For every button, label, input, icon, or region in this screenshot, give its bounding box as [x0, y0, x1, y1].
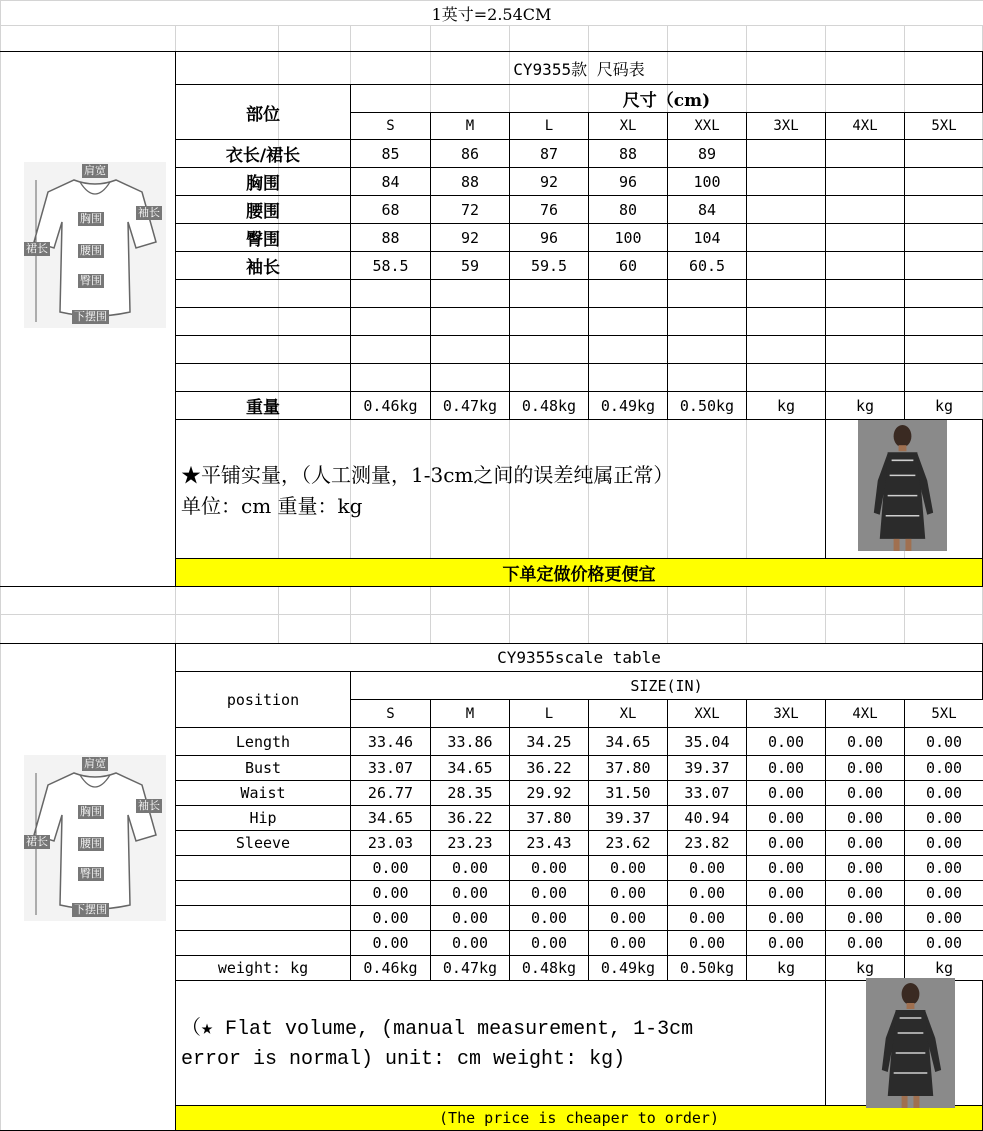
- measurement-cell: 96: [588, 167, 668, 196]
- measurement-cell: 87: [509, 139, 589, 168]
- measurement-cell: [825, 279, 905, 308]
- measurement-cell: 0.00: [667, 855, 747, 881]
- diagram-label-hip: 臀围: [80, 867, 102, 880]
- row-label: [175, 335, 351, 364]
- measurement-cell: 0.00: [746, 727, 826, 756]
- measurement-cell: [825, 251, 905, 280]
- measurement-cell: 60: [588, 251, 668, 280]
- measurement-cell: 0.00: [904, 930, 983, 956]
- measurement-diagram: [24, 162, 166, 328]
- measurement-cell: [667, 307, 747, 336]
- measurement-cell: [825, 139, 905, 168]
- measurement-cell: 28.35: [430, 780, 510, 806]
- table-title: CY9355scale table: [175, 643, 983, 672]
- diagram-label-hem: 下摆围: [74, 903, 107, 916]
- measurement-cell: 59: [430, 251, 510, 280]
- measurement-cell: 0.00: [904, 780, 983, 806]
- measurement-cell: 23.23: [430, 830, 510, 856]
- measurement-cell: 34.65: [350, 805, 431, 831]
- measurement-cell: 0.00: [509, 905, 589, 931]
- measurement-cell: 35.04: [667, 727, 747, 756]
- measurement-cell: 29.92: [509, 780, 589, 806]
- measurement-cell: 0.00: [430, 855, 510, 881]
- row-label: 臀围: [175, 223, 351, 252]
- measurement-cell: 0.00: [746, 880, 826, 906]
- measurement-cell: 88: [588, 139, 668, 168]
- size-label: M: [430, 699, 510, 728]
- measurement-cell: 88: [430, 167, 510, 196]
- measurement-cell: 33.07: [350, 755, 431, 781]
- measurement-cell: [350, 335, 431, 364]
- measurement-cell: [350, 279, 431, 308]
- measurement-cell: 0.00: [350, 930, 431, 956]
- product-photo: [858, 420, 947, 551]
- weight-cell: 0.48kg: [509, 955, 589, 981]
- measurement-cell: 0.00: [825, 855, 905, 881]
- measurement-cell: 104: [667, 223, 747, 252]
- measurement-cell: 36.22: [509, 755, 589, 781]
- weight-cell: kg: [746, 955, 826, 981]
- product-photo: [866, 978, 955, 1108]
- size-label: L: [509, 699, 589, 728]
- measurement-cell: 0.00: [746, 755, 826, 781]
- note-line: ★平铺实量，（人工测量，1-3cm之间的误差纯属正常）: [181, 463, 674, 487]
- measurement-cell: 0.00: [746, 930, 826, 956]
- measurement-cell: 33.46: [350, 727, 431, 756]
- measurement-cell: 80: [588, 195, 668, 224]
- measurement-cell: [825, 195, 905, 224]
- weight-cell: 0.47kg: [430, 391, 510, 420]
- measurement-cell: 31.50: [588, 780, 668, 806]
- weight-cell: kg: [825, 391, 905, 420]
- measurement-cell: [509, 307, 589, 336]
- measurement-cell: 0.00: [904, 855, 983, 881]
- measurement-cell: 39.37: [667, 755, 747, 781]
- measurement-cell: 0.00: [825, 830, 905, 856]
- size-label: L: [509, 112, 589, 140]
- size-label: XXL: [667, 699, 747, 728]
- measurement-cell: 76: [509, 195, 589, 224]
- measurement-cell: [746, 307, 826, 336]
- weight-cell: 0.50kg: [667, 955, 747, 981]
- measurement-cell: 72: [430, 195, 510, 224]
- measurement-cell: 0.00: [904, 727, 983, 756]
- measurement-cell: 33.07: [667, 780, 747, 806]
- row-label: [175, 363, 351, 392]
- row-label: Length: [175, 727, 351, 756]
- size-label: 3XL: [746, 699, 826, 728]
- row-label: [175, 307, 351, 336]
- measurement-cell: 0.00: [825, 805, 905, 831]
- measurement-cell: 0.00: [509, 880, 589, 906]
- diagram-label-skirt-length: 裙长: [26, 835, 48, 848]
- weight-cell: 0.46kg: [350, 391, 431, 420]
- measurement-cell: 0.00: [904, 805, 983, 831]
- size-label: XL: [588, 112, 668, 140]
- measurement-cell: 0.00: [588, 880, 668, 906]
- measurement-cell: 0.00: [825, 727, 905, 756]
- measurement-cell: [904, 195, 983, 224]
- measurement-cell: 0.00: [825, 930, 905, 956]
- weight-cell: 0.47kg: [430, 955, 510, 981]
- row-label: 腰围: [175, 195, 351, 224]
- diagram-label-hem: 下摆围: [74, 310, 107, 323]
- measurement-cell: 0.00: [746, 830, 826, 856]
- measurement-cell: 23.03: [350, 830, 431, 856]
- measurement-cell: 0.00: [588, 855, 668, 881]
- measurement-cell: 0.00: [667, 880, 747, 906]
- note-line: 单位：cm 重量：kg: [181, 494, 363, 518]
- note-line: （★ Flat volume, (manual measurement, 1-3cm: [181, 1018, 694, 1041]
- measurement-cell: [350, 307, 431, 336]
- measurement-cell: 0.00: [904, 830, 983, 856]
- measurement-cell: 0.00: [350, 905, 431, 931]
- row-label: [175, 905, 351, 931]
- price-banner: (The price is cheaper to order): [175, 1105, 983, 1131]
- measurement-cell: 26.77: [350, 780, 431, 806]
- measurement-cell: [430, 363, 510, 392]
- measurement-cell: [825, 307, 905, 336]
- measurement-cell: [746, 223, 826, 252]
- measurement-cell: 0.00: [825, 755, 905, 781]
- measurement-cell: 36.22: [430, 805, 510, 831]
- measurement-cell: 0.00: [746, 805, 826, 831]
- measurement-cell: [509, 363, 589, 392]
- measurement-cell: 0.00: [746, 905, 826, 931]
- row-label: 胸围: [175, 167, 351, 196]
- diagram-label-skirt-length: 裙长: [26, 242, 48, 255]
- measurement-cell: 0.00: [667, 930, 747, 956]
- price-banner: 下单定做价格更便宜: [175, 558, 983, 587]
- weight-cell: 0.46kg: [350, 955, 431, 981]
- measurement-cell: 58.5: [350, 251, 431, 280]
- measurement-cell: [746, 279, 826, 308]
- weight-label: 重量: [175, 391, 351, 420]
- measurement-cell: [746, 363, 826, 392]
- size-label: 3XL: [746, 112, 826, 140]
- measurement-cell: 33.86: [430, 727, 510, 756]
- inch-conversion-note: 1英寸=2.54CM: [431, 4, 552, 24]
- measurement-cell: [588, 335, 668, 364]
- measurement-cell: 0.00: [904, 905, 983, 931]
- measurement-cell: 60.5: [667, 251, 747, 280]
- measurement-cell: [746, 167, 826, 196]
- size-label: 4XL: [825, 699, 905, 728]
- diagram-label-chest: 胸围: [80, 805, 102, 818]
- note-line: error is normal) unit: cm weight: kg): [181, 1048, 626, 1071]
- weight-cell: 0.50kg: [667, 391, 747, 420]
- weight-cell: kg: [825, 955, 905, 981]
- measurement-cell: 92: [430, 223, 510, 252]
- row-label: Waist: [175, 780, 351, 806]
- measurement-cell: 34.65: [588, 727, 668, 756]
- measurement-cell: 23.62: [588, 830, 668, 856]
- measurement-cell: [825, 167, 905, 196]
- measurement-cell: [904, 279, 983, 308]
- measurement-cell: 0.00: [746, 855, 826, 881]
- measurement-cell: [746, 251, 826, 280]
- measurement-cell: 40.94: [667, 805, 747, 831]
- measurement-cell: 23.82: [667, 830, 747, 856]
- measurement-cell: 0.00: [904, 880, 983, 906]
- row-label: [175, 855, 351, 881]
- measurement-cell: [746, 335, 826, 364]
- measurement-cell: [904, 223, 983, 252]
- row-label: Hip: [175, 805, 351, 831]
- measurement-cell: 0.00: [588, 930, 668, 956]
- size-label: 5XL: [904, 699, 983, 728]
- measurement-cell: 0.00: [509, 930, 589, 956]
- size-label: S: [350, 112, 431, 140]
- measurement-cell: 92: [509, 167, 589, 196]
- measurement-cell: [667, 279, 747, 308]
- row-label: [175, 279, 351, 308]
- weight-cell: kg: [904, 391, 983, 420]
- measurement-cell: 59.5: [509, 251, 589, 280]
- weight-cell: 0.49kg: [588, 391, 668, 420]
- diagram-label-waist: 腰围: [80, 837, 102, 850]
- size-label: S: [350, 699, 431, 728]
- measurement-cell: [509, 335, 589, 364]
- measurement-cell: 85: [350, 139, 431, 168]
- measurement-cell: [904, 307, 983, 336]
- position-header: 部位: [175, 84, 351, 140]
- table-title: CY9355款 尺码表: [175, 51, 983, 85]
- measurement-cell: 0.00: [904, 755, 983, 781]
- size-label: M: [430, 112, 510, 140]
- row-label: Sleeve: [175, 830, 351, 856]
- size-label: 4XL: [825, 112, 905, 140]
- measurement-cell: [904, 167, 983, 196]
- measurement-cell: 0.00: [350, 855, 431, 881]
- measurement-cell: 0.00: [667, 905, 747, 931]
- size-unit-header: 尺寸（cm): [350, 84, 983, 113]
- measurement-cell: 37.80: [509, 805, 589, 831]
- measurement-cell: [588, 307, 668, 336]
- size-label: 5XL: [904, 112, 983, 140]
- diagram-label-sleeve: 袖长: [138, 206, 160, 219]
- grid-line: [0, 614, 983, 615]
- row-label: [175, 880, 351, 906]
- measurement-cell: 0.00: [509, 855, 589, 881]
- measurement-cell: 0.00: [825, 780, 905, 806]
- size-label: XL: [588, 699, 668, 728]
- measurement-cell: [430, 307, 510, 336]
- measurement-cell: 86: [430, 139, 510, 168]
- position-header: position: [175, 671, 351, 728]
- diagram-label-chest: 胸围: [80, 212, 102, 225]
- measurement-cell: [904, 251, 983, 280]
- size-label: XXL: [667, 112, 747, 140]
- measurement-cell: 23.43: [509, 830, 589, 856]
- measurement-cell: [825, 335, 905, 364]
- measurement-cell: [350, 363, 431, 392]
- measurement-diagram: [24, 755, 166, 921]
- measurement-cell: [904, 335, 983, 364]
- row-label: [175, 930, 351, 956]
- row-label: 袖长: [175, 251, 351, 280]
- measurement-cell: 0.00: [825, 905, 905, 931]
- size-unit-header: SIZE(IN): [350, 671, 983, 700]
- measurement-cell: 68: [350, 195, 431, 224]
- measurement-cell: 0.00: [430, 880, 510, 906]
- measurement-cell: [667, 335, 747, 364]
- measurement-cell: [588, 279, 668, 308]
- measurement-cell: 84: [350, 167, 431, 196]
- measurement-cell: 34.65: [430, 755, 510, 781]
- weight-cell: kg: [904, 955, 983, 981]
- measurement-cell: [588, 363, 668, 392]
- measurement-cell: 34.25: [509, 727, 589, 756]
- measurement-cell: 0.00: [588, 905, 668, 931]
- measurement-cell: 89: [667, 139, 747, 168]
- diagram-label-hip: 臀围: [80, 274, 102, 287]
- measurement-cell: 0.00: [350, 880, 431, 906]
- measurement-cell: 39.37: [588, 805, 668, 831]
- measurement-cell: [430, 279, 510, 308]
- measurement-cell: [509, 279, 589, 308]
- row-label: 衣长/裙长: [175, 139, 351, 168]
- measurement-cell: 88: [350, 223, 431, 252]
- weight-cell: kg: [746, 391, 826, 420]
- measurement-cell: 84: [667, 195, 747, 224]
- measurement-cell: 100: [667, 167, 747, 196]
- measurement-cell: 0.00: [430, 930, 510, 956]
- measurement-cell: [904, 363, 983, 392]
- measurement-cell: [825, 363, 905, 392]
- measurement-cell: [430, 335, 510, 364]
- diagram-label-shoulder: 肩宽: [84, 757, 106, 770]
- row-label: Bust: [175, 755, 351, 781]
- measurement-cell: 0.00: [746, 780, 826, 806]
- measurement-cell: 0.00: [825, 880, 905, 906]
- diagram-label-sleeve: 袖长: [138, 799, 160, 812]
- measurement-cell: 96: [509, 223, 589, 252]
- weight-cell: 0.49kg: [588, 955, 668, 981]
- measurement-cell: [746, 139, 826, 168]
- weight-cell: 0.48kg: [509, 391, 589, 420]
- measurement-cell: [904, 139, 983, 168]
- measurement-cell: [825, 223, 905, 252]
- measurement-cell: 0.00: [430, 905, 510, 931]
- measurement-cell: 100: [588, 223, 668, 252]
- measurement-cell: [746, 195, 826, 224]
- measurement-cell: [667, 363, 747, 392]
- diagram-label-waist: 腰围: [80, 244, 102, 257]
- diagram-label-shoulder: 肩宽: [84, 164, 106, 177]
- weight-label: weight: kg: [175, 955, 351, 981]
- measurement-cell: 37.80: [588, 755, 668, 781]
